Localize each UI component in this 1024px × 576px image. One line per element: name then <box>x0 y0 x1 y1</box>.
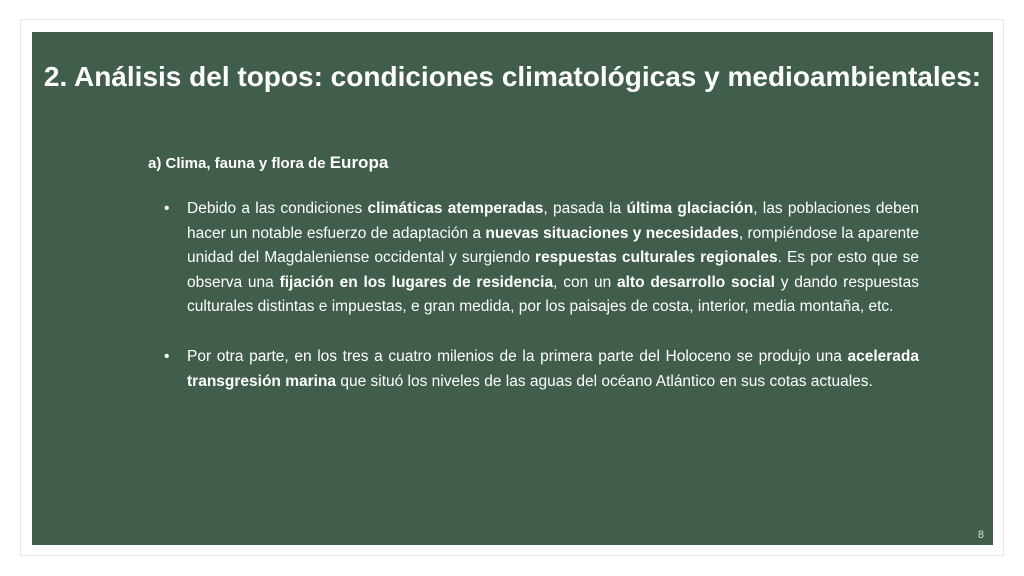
slide-subtitle <box>148 153 388 174</box>
bold-segment: última glaciación <box>626 200 754 217</box>
subtitle-prefix: a) Clima, fauna y flora de <box>148 155 330 172</box>
bold-segment: respuestas culturales regionales <box>535 249 778 267</box>
text-segment: Debido a las condiciones <box>187 200 368 217</box>
subtitle-emphasis: Europa <box>329 153 389 172</box>
bullet-item <box>162 345 919 394</box>
bullet-list <box>162 197 919 419</box>
bold-segment: alto desarrollo social <box>616 273 775 291</box>
text-segment: que situó los niveles de las aguas del océano Atlántico en sus cotas actuales. <box>336 372 873 390</box>
bullet-marker: • <box>164 347 170 365</box>
bullet-item <box>162 197 919 320</box>
text-segment: , con un <box>553 273 617 291</box>
text-segment: , rompiéndose la aparente unidad del Magdaleniense occidental y surgiendo <box>187 224 920 267</box>
text-segment: , pasada la <box>543 200 627 217</box>
text-segment: . Es por esto que se observa una <box>187 249 920 291</box>
bold-segment: climáticas atemperadas <box>367 200 544 217</box>
text-segment: y dando respuestas culturales distintas e impuestas, e gran medida, por los paisajes de costa, interior, media montaña, etc. <box>187 273 919 316</box>
text-segment: Por otra parte, en los tres a cuatro milenios de la primera parte del Holoceno se produjo una <box>187 347 848 365</box>
bullet-text <box>187 348 919 390</box>
text-segment: , las poblaciones deben hacer un notable esfuerzo de adaptación a <box>187 200 920 242</box>
page-number: 8 <box>977 529 984 541</box>
bold-segment: acelerada transgresión marina <box>187 347 919 390</box>
slide-title: 2. Análisis del topos: condiciones climatológicas y medioambientales: <box>43 61 982 92</box>
bold-segment: nuevas situaciones y necesidades <box>485 224 739 242</box>
slide <box>32 32 993 545</box>
bold-segment: fijación en los lugares de residencia <box>279 273 554 291</box>
bullet-marker: • <box>164 200 170 217</box>
bullet-text <box>187 200 919 315</box>
